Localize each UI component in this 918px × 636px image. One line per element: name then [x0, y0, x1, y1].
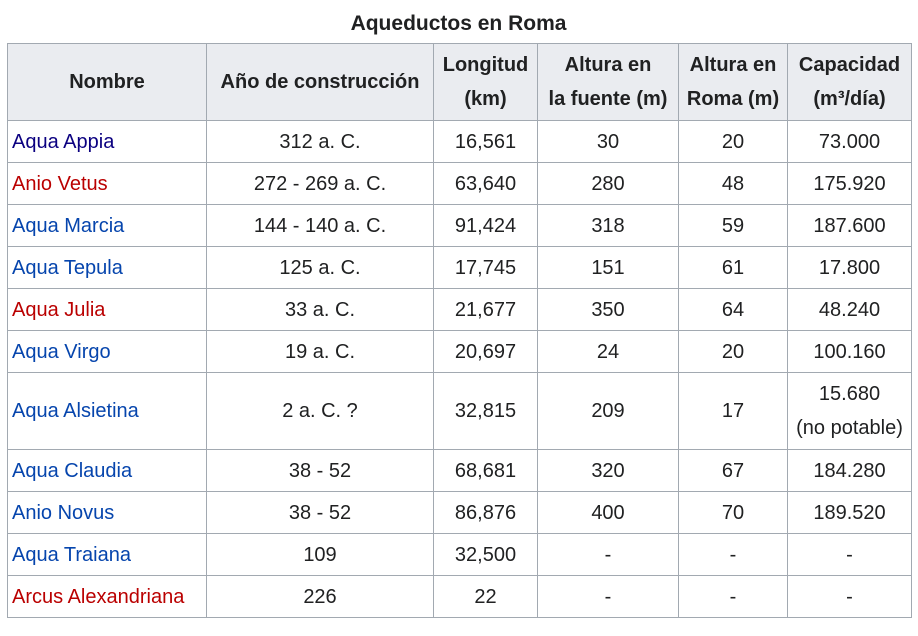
cell-length: 32,815: [434, 373, 538, 450]
cell-capacity: [788, 289, 912, 331]
aqueduct-link[interactable]: Anio Vetus: [12, 172, 108, 195]
header-nombre: Nombre: [8, 44, 207, 121]
table-row: [8, 163, 912, 205]
capacity-value: 17.800: [818, 256, 881, 279]
cell-year: 19 a. C.: [207, 331, 434, 373]
cell-capacity: [788, 247, 912, 289]
table-row: [8, 450, 912, 492]
aqueduct-link[interactable]: Anio Novus: [12, 501, 115, 524]
cell-height-source: 280: [538, 163, 679, 205]
cell-height-rome: 61: [679, 247, 788, 289]
table-caption: Aqueductos en Roma: [350, 12, 567, 35]
cell-capacity: [788, 373, 912, 450]
cell-length: 68,681: [434, 450, 538, 492]
cell-capacity: [788, 121, 912, 163]
cell-height-source: 400: [538, 492, 679, 534]
cell-length: 32,500: [434, 534, 538, 576]
capacity-value: -: [846, 543, 853, 566]
table-row: [8, 331, 912, 373]
cell-capacity: [788, 492, 912, 534]
table-row: [8, 121, 912, 163]
cell-name: [8, 121, 207, 163]
cell-capacity: [788, 534, 912, 576]
header-capacidad: [788, 44, 912, 121]
table-row: [8, 534, 912, 576]
cell-length: 20,697: [434, 331, 538, 373]
cell-height-rome: 59: [679, 205, 788, 247]
cell-height-source: -: [538, 576, 679, 618]
table-row: [8, 205, 912, 247]
cell-name: [8, 205, 207, 247]
table-header: [8, 44, 912, 121]
table-row: [8, 576, 912, 618]
header-altura-fuente-line2: la fuente (m): [548, 88, 668, 110]
header-longitud: [434, 44, 538, 121]
header-row: [8, 44, 912, 121]
cell-height-rome: 67: [679, 450, 788, 492]
cell-height-source: 350: [538, 289, 679, 331]
cell-length: 91,424: [434, 205, 538, 247]
capacity-value: 15.680: [818, 383, 881, 405]
cell-height-source: 151: [538, 247, 679, 289]
table-body: [8, 121, 912, 618]
cell-capacity: [788, 331, 912, 373]
aqueduct-link[interactable]: Aqua Marcia: [12, 214, 125, 237]
capacity-value: 73.000: [818, 130, 881, 153]
cell-height-source: 24: [538, 331, 679, 373]
cell-capacity: [788, 205, 912, 247]
cell-year: 226: [207, 576, 434, 618]
cell-name: [8, 373, 207, 450]
cell-name: [8, 247, 207, 289]
capacity-value: 184.280: [813, 459, 886, 482]
aqueducts-table: [7, 43, 912, 618]
cell-year: 312 a. C.: [207, 121, 434, 163]
cell-year: 144 - 140 a. C.: [207, 205, 434, 247]
header-altura-roma: [679, 44, 788, 121]
cell-height-source: 320: [538, 450, 679, 492]
capacity-note: (no potable): [796, 417, 903, 439]
header-altura-roma-line1: Altura en: [689, 54, 777, 76]
capacity-value: 189.520: [813, 501, 886, 524]
cell-length: 16,561: [434, 121, 538, 163]
cell-length: 21,677: [434, 289, 538, 331]
cell-length: 63,640: [434, 163, 538, 205]
cell-height-rome: 20: [679, 331, 788, 373]
cell-capacity: [788, 576, 912, 618]
aqueduct-link[interactable]: Aqua Appia: [12, 130, 115, 153]
cell-year: 33 a. C.: [207, 289, 434, 331]
capacity-value: 100.160: [813, 340, 886, 363]
capacity-value: 48.240: [818, 298, 881, 321]
header-altura-fuente-line1: Altura en: [564, 54, 652, 76]
cell-name: [8, 450, 207, 492]
cell-height-rome: -: [679, 576, 788, 618]
cell-length: 22: [434, 576, 538, 618]
header-anio: Año de construcción: [207, 44, 434, 121]
aqueduct-link[interactable]: Aqua Traiana: [12, 543, 131, 566]
table-row: [8, 289, 912, 331]
cell-height-rome: 17: [679, 373, 788, 450]
aqueduct-link[interactable]: Aqua Tepula: [12, 256, 123, 279]
aqueduct-link[interactable]: Aqua Julia: [12, 298, 106, 321]
aqueduct-link[interactable]: Aqua Alsietina: [12, 400, 139, 422]
cell-capacity: [788, 450, 912, 492]
table-row: [8, 247, 912, 289]
cell-height-source: 318: [538, 205, 679, 247]
header-altura-fuente: [538, 44, 679, 121]
cell-height-source: 30: [538, 121, 679, 163]
cell-length: 86,876: [434, 492, 538, 534]
cell-year: 38 - 52: [207, 492, 434, 534]
header-altura-roma-line2: Roma (m): [686, 88, 780, 110]
cell-height-rome: 20: [679, 121, 788, 163]
cell-height-rome: 48: [679, 163, 788, 205]
header-capacidad-line1: Capacidad: [798, 54, 901, 76]
cell-name: [8, 492, 207, 534]
table-row: [8, 373, 912, 450]
cell-name: [8, 331, 207, 373]
cell-height-source: -: [538, 534, 679, 576]
table-row: [8, 492, 912, 534]
cell-height-source: 209: [538, 373, 679, 450]
aqueduct-link[interactable]: Arcus Alexandriana: [12, 585, 185, 608]
capacity-value: -: [846, 585, 853, 608]
cell-height-rome: -: [679, 534, 788, 576]
capacity-value: 175.920: [813, 172, 886, 195]
cell-year: 2 a. C. ?: [207, 373, 434, 450]
aqueduct-link[interactable]: Aqua Claudia: [12, 459, 133, 482]
cell-year: 38 - 52: [207, 450, 434, 492]
cell-height-rome: 64: [679, 289, 788, 331]
cell-height-rome: 70: [679, 492, 788, 534]
cell-name: [8, 289, 207, 331]
cell-name: [8, 163, 207, 205]
header-capacidad-line2: (m³/día): [813, 88, 886, 110]
cell-year: 125 a. C.: [207, 247, 434, 289]
cell-length: 17,745: [434, 247, 538, 289]
cell-name: [8, 576, 207, 618]
aqueduct-link[interactable]: Aqua Virgo: [12, 340, 111, 363]
capacity-value: 187.600: [813, 214, 886, 237]
cell-year: 109: [207, 534, 434, 576]
cell-capacity: [788, 163, 912, 205]
cell-name: [8, 534, 207, 576]
cell-year: 272 - 269 a. C.: [207, 163, 434, 205]
header-longitud-line1: Longitud: [442, 54, 529, 76]
header-longitud-line2: (km): [464, 88, 507, 110]
